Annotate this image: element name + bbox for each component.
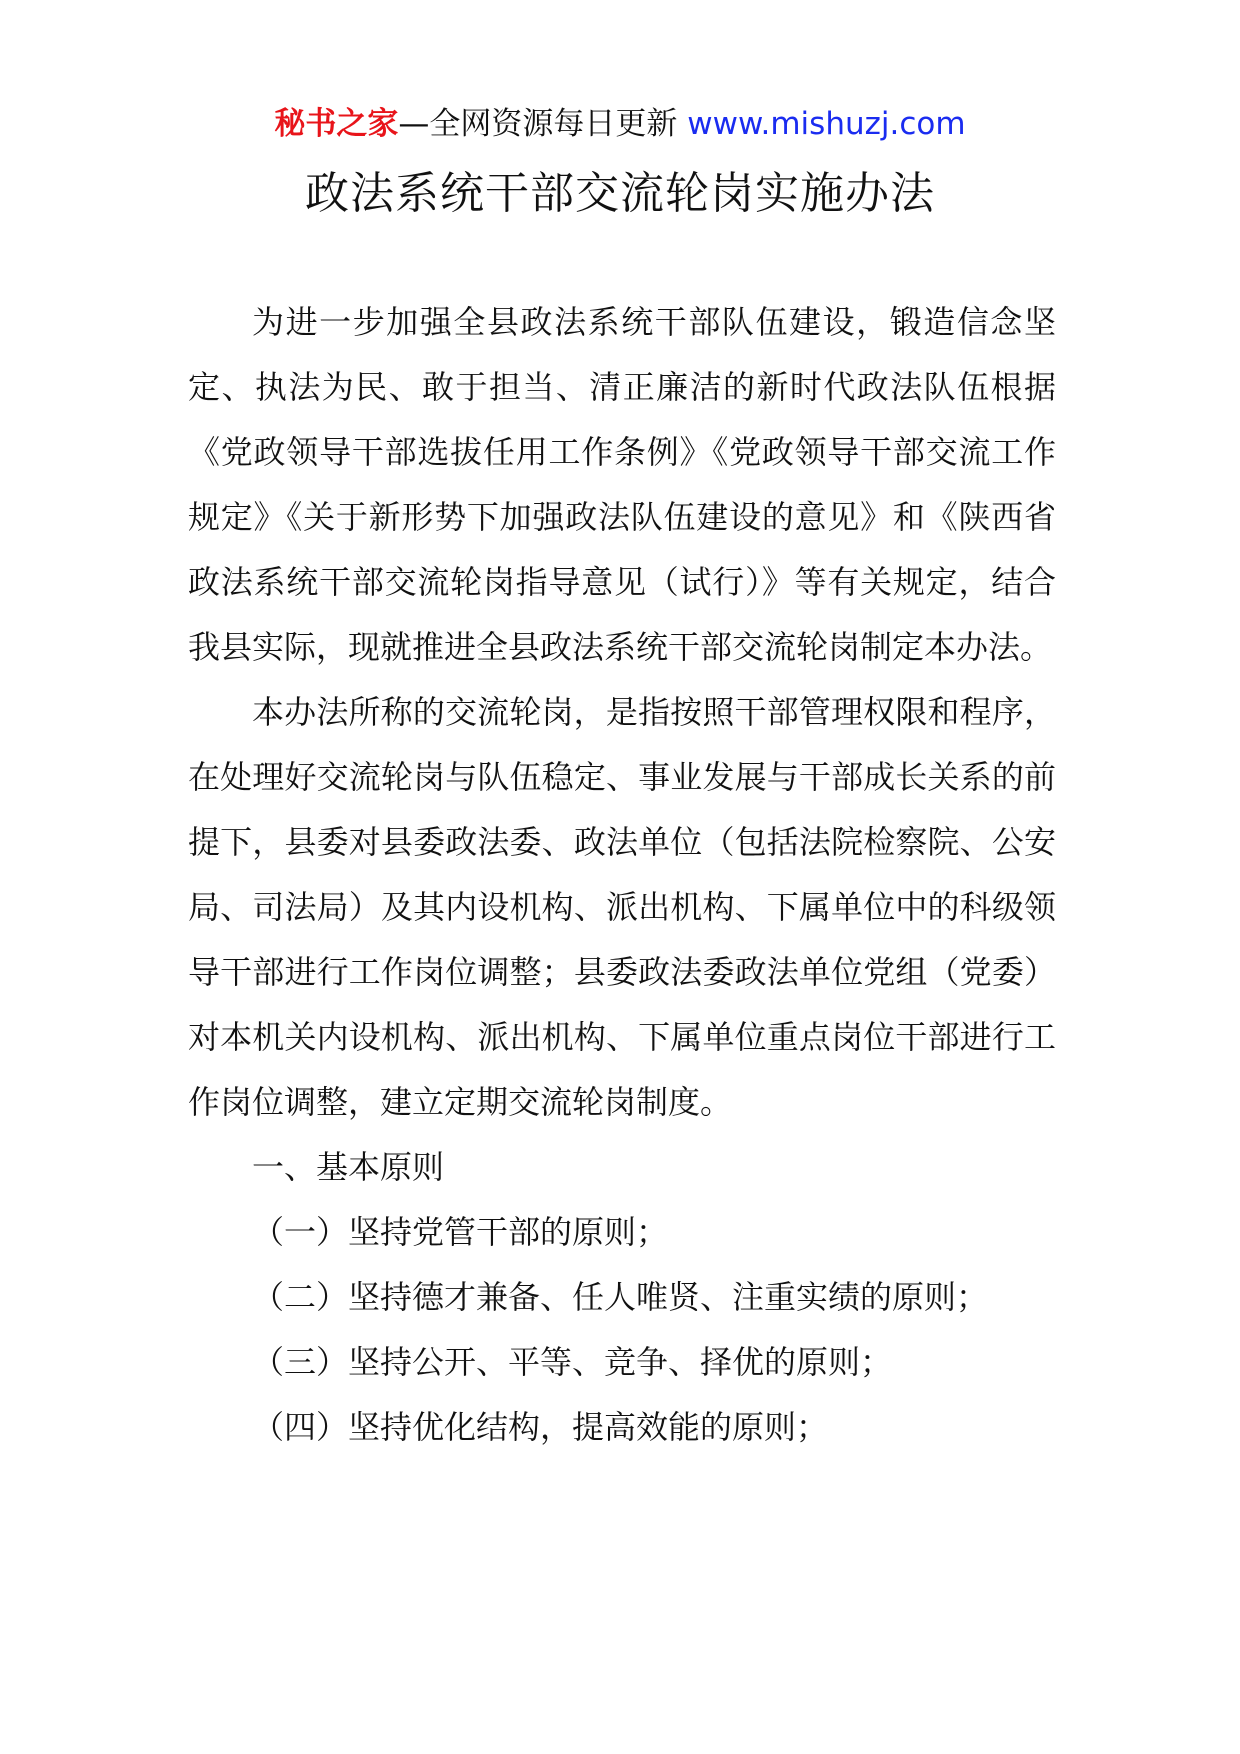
site-tagline: —全网资源每日更新 [398,106,678,142]
site-url-link[interactable]: www.mishuzj.com [687,106,966,142]
principle-item: （四）坚持优化结构，提高效能的原则； [252,1408,829,1446]
brand-name: 秘书之家 [274,106,399,142]
principle-item: （二）坚持德才兼备、任人唯贤、注重实绩的原则； [252,1278,989,1316]
section-heading: 一、基本原则 [252,1148,445,1186]
document-title: 政法系统干部交流轮岗实施办法 [305,168,935,219]
paragraph-intro: 为进一步加强全县政法系统干部队伍建设，锻造信念坚定、执法为民、敢于担当、清正廉洁的新时代政法队伍根据《党政领导干部选拔任用工作条例》《党政领导干部交流工作规定》《关于新形势下加强政法队伍建设的意见》和《陕西省政法系统干部交流轮岗指导意见（试行）》等有关规定，结合我县实际，现就推进全县政法系统干部交流轮岗制定本办法。 [188,303,1056,666]
principle-item: （三）坚持公开、平等、竞争、择优的原则； [252,1343,893,1381]
site-header [0,100,1240,148]
paragraph-definition: 本办法所称的交流轮岗，是指按照干部管理权限和程序，在处理好交流轮岗与队伍稳定、事业发展与干部成长关系的前提下，县委对县委政法委、政法单位（包括法院检察院、公安局、司法局）及其内设机构、派出机构、下属单位中的科级领导干部进行工作岗位调整；县委政法委政法单位党组（党委）对本机关内设机构、派出机构、下属单位重点岗位干部进行工作岗位调整，建立定期交流轮岗制度。 [188,693,1056,1121]
principle-item: （一）坚持党管干部的原则； [252,1213,669,1251]
document-body [188,290,1056,1460]
